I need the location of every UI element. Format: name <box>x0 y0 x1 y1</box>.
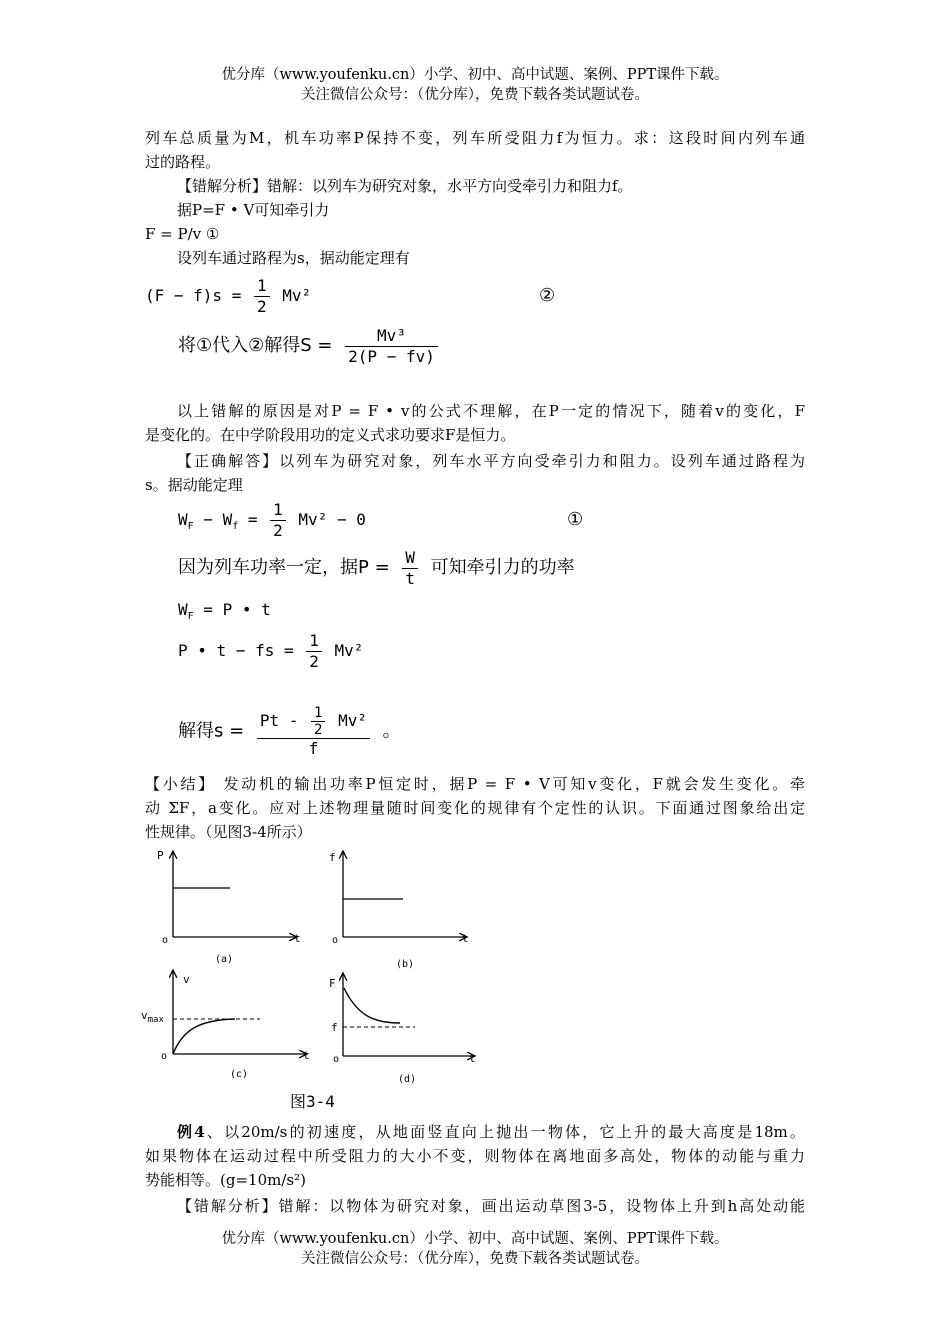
graph-a-xlabel: t <box>294 932 301 945</box>
eq5-text: 因为列车功率一定，据P = <box>178 557 390 578</box>
eq8-inner-fraction <box>311 705 325 738</box>
eq4-denominator: 2 <box>273 521 283 540</box>
graph-b-xlabel: t <box>462 932 469 945</box>
equation-8 <box>178 705 401 759</box>
equation-1: F = P/v ① <box>145 225 220 243</box>
paragraph-6a: 以上错解的原因是对P = F • v的公式不理解，在P一定的情况下，随着v的变化，F <box>177 402 805 420</box>
graph-c-vmax-label <box>141 1009 164 1025</box>
graph-c-sublabel: (c) <box>230 1069 249 1080</box>
page-header-line2: 关注微信公众号：（优分库），免费下载各类试题试卷。 <box>301 87 649 103</box>
graph-d-origin: o <box>333 1054 340 1065</box>
eq8-fraction <box>257 705 370 759</box>
graph-a-ylabel: P <box>157 849 164 862</box>
graph-d-ylabel: F <box>329 977 336 990</box>
figure-3-4 <box>135 843 495 1113</box>
eq2-fraction <box>254 276 270 317</box>
eq3-text: 将①代入②解得S = <box>178 335 333 356</box>
graph-d-xlabel: t <box>469 1052 476 1065</box>
example-4-line1 <box>177 1121 805 1143</box>
paragraph-wrong-analysis: 【错解分析】错解：以列车为研究对象，水平方向受牵引力和阻力f。 <box>177 177 633 195</box>
graph-a <box>157 849 301 965</box>
eq8-num-a: Pt - <box>259 711 299 730</box>
equation-4 <box>178 500 366 541</box>
eq8-denominator: f <box>308 739 319 758</box>
graph-b-sublabel: (b) <box>396 959 415 970</box>
page-footer-line2: 关注微信公众号：（优分库），免费下载各类试题试卷。 <box>301 1251 649 1267</box>
graph-c-velocity-curve <box>173 1019 235 1054</box>
eq8-num-b: Mv² <box>338 711 367 730</box>
eq3-denominator: 2(P − fv) <box>348 347 435 366</box>
graph-b <box>329 851 469 970</box>
eq7-denominator: 2 <box>309 652 319 671</box>
page-footer-line1: 优分库（www.youfenku.cn）小学、初中、高中试题、案例、PPT课件下载。 <box>221 1231 729 1247</box>
equation-2 <box>145 276 311 317</box>
equation-6: $W_F = P$ • t <box>178 600 271 623</box>
example-4-label: 例4 <box>177 1123 205 1141</box>
graph-c-ylabel: v <box>183 973 190 986</box>
graph-b-origin: o <box>332 935 339 946</box>
eq5-numerator: W <box>402 548 418 569</box>
example-4-line3: 势能相等。(g=10m/s²) <box>145 1171 306 1189</box>
eq5-denominator: t <box>405 569 415 588</box>
example-4-text: 、以20m/s的初速度，从地面竖直向上抛出一物体，它上升的最大高度是18m。 <box>204 1123 805 1141</box>
eq2-number-mark: ② <box>539 285 556 306</box>
graph-c-vmax-symbol: v <box>141 1009 148 1022</box>
eq7-lhs: P • t − fs = <box>178 641 294 660</box>
graph-d-sublabel: (d) <box>398 1074 417 1085</box>
paragraph-kinetic-theorem: 设列车通过路程为s，据动能定理有 <box>177 249 410 267</box>
eq8-inner-denominator: 2 <box>314 722 323 738</box>
eq5-fraction <box>402 548 418 589</box>
graph-d <box>329 973 476 1085</box>
example-4-line2: 如果物体在运动过程中所受阻力的大小不变，则物体在离地面多高处，物体的动能与重力 <box>145 1147 805 1165</box>
eq7-rhs: Mv² <box>334 641 364 660</box>
eq4-number-mark: ① <box>567 509 584 530</box>
graph-c-vmax-subscript: max <box>147 1015 164 1025</box>
paragraph-wrong-analysis-2: 【错解分析】错解：以物体为研究对象，画出运动草图3-5，设物体上升到h高处动能 <box>177 1197 805 1215</box>
eq8-inner-numerator: 1 <box>311 705 325 722</box>
paragraph-correct-solution: 【正确解答】以列车为研究对象，列车水平方向受牵引力和阻力。设列车通过路程为 <box>177 452 805 470</box>
graph-c-xlabel: t <box>303 1049 310 1062</box>
eq2-lhs: (F − f)s = <box>145 286 242 305</box>
graph-c-origin: o <box>161 1051 168 1062</box>
eq8-numerator <box>257 705 370 739</box>
eq8-text: 解得s = <box>178 720 245 742</box>
paragraph-6b: 是变化的。在中学阶段用功的定义式求功要求F是恒力。 <box>145 426 516 444</box>
graph-d-f-label: f <box>331 1021 338 1034</box>
paragraph-summary-b: 动 ΣF，a变化。应对上述物理量随时间变化的规律有个定性的认识。下面通过图象给出定 <box>145 799 805 817</box>
equation-3 <box>178 326 441 367</box>
eq7-fraction <box>306 631 322 672</box>
graph-a-origin: o <box>162 935 169 946</box>
graph-d-force-curve <box>344 988 400 1023</box>
paragraph-7b: s。据动能定理 <box>145 476 243 494</box>
paragraph-1b: 过的路程。 <box>145 153 221 171</box>
graph-c <box>141 970 310 1080</box>
eq7-numerator: 1 <box>306 631 322 652</box>
paragraph-summary-c: 性规律。（见图3-4所示） <box>145 823 312 841</box>
eq2-rhs: Mv² <box>282 286 312 305</box>
page-header-line1: 优分库（www.youfenku.cn）小学、初中、高中试题、案例、PPT课件下载。 <box>221 67 729 83</box>
eq4-lhs: $W_F - W_f$ = <box>178 510 258 533</box>
equation-5 <box>178 548 575 589</box>
eq8-tail: 。 <box>382 720 401 742</box>
graph-a-sublabel: (a) <box>215 954 234 965</box>
eq2-numerator: 1 <box>254 276 270 297</box>
eq4-numerator: 1 <box>270 500 286 521</box>
eq4-rhs: Mv² − 0 <box>298 510 366 529</box>
eq3-numerator: Mv³ <box>345 326 438 347</box>
eq5-tail: 可知牵引力的功率 <box>430 557 575 578</box>
figure-caption: 图3-4 <box>290 1092 335 1111</box>
equation-7 <box>178 631 363 672</box>
paragraph-power-formula: 据P=F • V可知牵引力 <box>177 201 330 219</box>
eq3-fraction <box>345 326 438 367</box>
paragraph-1a: 列车总质量为M，机车功率P保持不变，列车所受阻力f为恒力。求：这段时间内列车通 <box>145 129 805 147</box>
graph-b-ylabel: f <box>329 851 336 864</box>
eq2-denominator: 2 <box>256 297 267 316</box>
paragraph-summary-a: 【小结】 发动机的输出功率P恒定时，据P = F • V可知v变化，F就会发生变化。牵 <box>145 775 805 793</box>
eq4-fraction <box>270 500 286 541</box>
